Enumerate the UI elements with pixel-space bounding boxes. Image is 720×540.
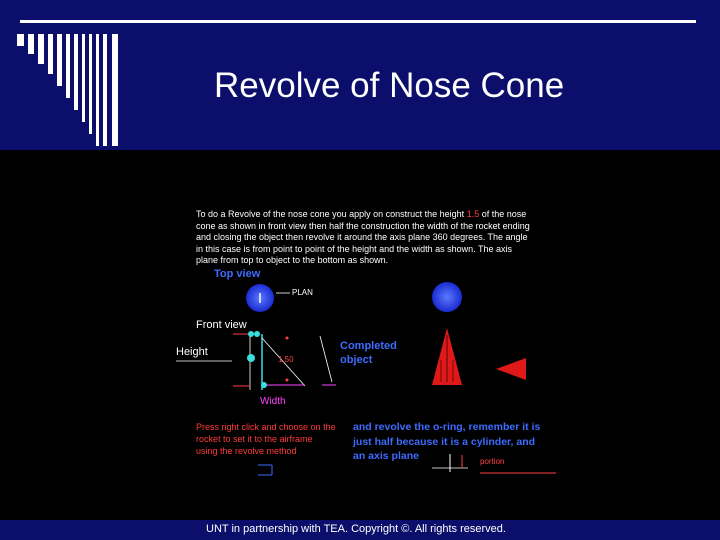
note-blue: and revolve the o-ring, remember it is just half because it is a cylinder, and an axis plane <box>353 421 541 462</box>
top-view-label: Top view <box>214 268 261 280</box>
footer-text: UNT in partnership with TEA. Copyright ©. All rights reserved. <box>206 523 506 535</box>
height-label: Height <box>176 346 208 358</box>
instructions-post: of the nose cone as shown in front view then half the construction the width of the rocket ending and closing the object then revolve it around the axis plane 360 degrees. The angle in this case is from point to point of the height and the width as shown. The axis plane from top to object to the bottom as shown. <box>196 209 530 266</box>
note-red: Press right click and choose on the rocket to set it to the airframe using the revolve method <box>196 422 336 456</box>
title-band <box>0 0 720 150</box>
slide-title: Revolve of Nose Cone <box>214 66 565 105</box>
plane-label: PLAN <box>292 288 313 297</box>
instructions-pre: To do a Revolve of the nose cone you apply on construct the height <box>196 209 467 219</box>
nose-cone-diagram <box>0 150 720 520</box>
front-view-label: Front view <box>196 319 247 331</box>
red-arrowhead <box>496 358 526 380</box>
instructions-red: 1.5 <box>466 209 480 219</box>
completed-label: Completed object <box>340 340 397 366</box>
instructions-text <box>196 209 536 267</box>
dimension-label: 1.50 <box>278 355 294 364</box>
width-label: Width <box>260 396 286 407</box>
decorative-bars <box>17 34 121 146</box>
header-rule <box>20 20 696 23</box>
completed-top-circle <box>432 282 462 312</box>
footer-band <box>0 520 720 540</box>
portion-label: portion <box>480 457 505 466</box>
